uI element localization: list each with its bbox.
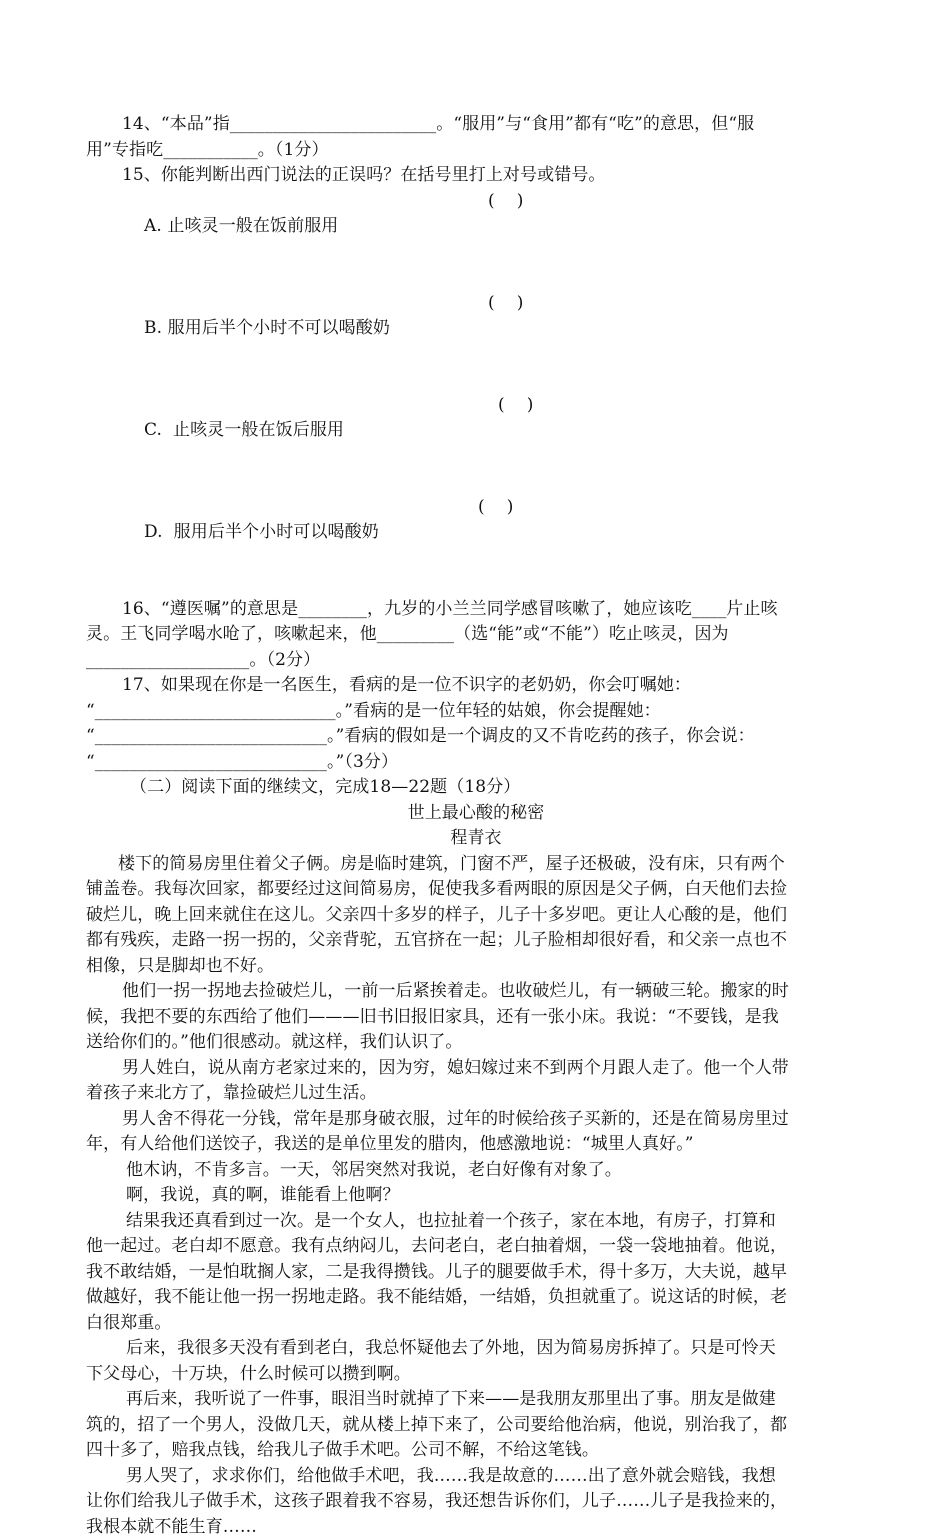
story-line: 男人哭了，求求你们，给他做手术吧，我……我是故意的……出了意外就会赔钱，我想 [86, 1464, 866, 1490]
q17-line-1: 17、如果现在你是一名医生，看病的是一位不识字的老奶奶，你会叮嘱她： [86, 673, 866, 699]
q17-line-3: “___________________________。”看病的假如是一个调皮的又不肯吃药的孩子，你会说： [86, 724, 866, 750]
q14-line-1: 14、“本品”指________________________。“服用”与“食用”都有“吃”的意思，但“服 [86, 112, 866, 138]
story-line: 着孩子来北方了，靠捡破烂儿过生活。 [86, 1081, 866, 1107]
q17-line-4: “___________________________。”（3分） [86, 750, 866, 776]
story-body [86, 852, 866, 1540]
story-line: 他们一拐一拐地去捡破烂儿，一前一后紧挨着走。也收破烂儿，有一辆破三轮。搬家的时 [86, 979, 866, 1005]
q15-option-b-answer[interactable]: ( ) [488, 291, 523, 317]
story-author: 程青衣 [86, 826, 866, 852]
story-line: 相像，只是脚却也不好。 [86, 954, 866, 980]
q16-line-2: 灵。王飞同学喝水呛了，咳嗽起来，他_________（选“能”或“不能”）吃止咳灵，因为 [86, 622, 866, 648]
section-heading: （二）阅读下面的继续文，完成18—22题（18分） [86, 775, 866, 801]
q16-line-1: 16、“遵医嘱”的意思是________，九岁的小兰兰同学感冒咳嗽了，她应该吃____片止咳 [86, 597, 866, 623]
q15-option-d-text: D. 服用后半个小时可以喝酸奶 [108, 522, 379, 542]
q15-stem: 15、你能判断出西门说法的正误吗？在括号里打上对号或错号。 [86, 163, 866, 189]
q15-option-b-text: B. 服用后半个小时不可以喝酸奶 [108, 318, 390, 338]
story-line: 他一起过。老白却不愿意。我有点纳闷儿，去问老白，老白抽着烟，一袋一袋地抽着。他说， [86, 1234, 866, 1260]
story-line: 再后来，我听说了一件事，眼泪当时就掉了下来——是我朋友那里出了事。朋友是做建 [86, 1387, 866, 1413]
story-line: 我根本就不能生育…… [86, 1515, 866, 1540]
q15-option-c [86, 393, 866, 495]
q15-option-b [86, 291, 866, 393]
story-line: 结果我还真看到过一次。是一个女人，也拉扯着一个孩子，家在本地，有房子，打算和 [86, 1209, 866, 1235]
story-line: 白很郑重。 [86, 1311, 866, 1337]
story-line: 破烂儿，晚上回来就住在这儿。父亲四十多岁的样子，儿子十多岁吧。更让人心酸的是，他们 [86, 903, 866, 929]
story-line: 筑的，招了一个男人，没做几天，就从楼上掉下来了，公司要给他治病，他说，别治我了，都 [86, 1413, 866, 1439]
story-line: 候，我把不要的东西给了他们———旧书旧报旧家具，还有一张小床。我说：“不要钱，是我 [86, 1005, 866, 1031]
story-line: 都有残疾，走路一拐一拐的，父亲背驼，五官挤在一起；儿子脸相却很好看，和父亲一点也不 [86, 928, 866, 954]
story-line: 我不敢结婚，一是怕耽搁人家，二是我得攒钱。儿子的腿要做手术，得十多万，大夫说，越早 [86, 1260, 866, 1286]
story-line: 男人舍不得花一分钱，常年是那身破衣服，过年的时候给孩子买新的，还是在简易房里过 [86, 1107, 866, 1133]
story-line: 送给你们的。”他们很感动。就这样，我们认识了。 [86, 1030, 866, 1056]
story-line: 年，有人给他们送饺子，我送的是单位里发的腊肉，他感激地说：“城里人真好。” [86, 1132, 866, 1158]
story-line: 他木讷，不肯多言。一天，邻居突然对我说，老白好像有对象了。 [86, 1158, 866, 1184]
q17-line-2: “____________________________。”看病的是一位年轻的姑娘，你会提醒她： [86, 699, 866, 725]
q15-option-c-text: C. 止咳灵一般在饭后服用 [108, 420, 344, 440]
story-line: 啊，我说，真的啊，谁能看上他啊？ [86, 1183, 866, 1209]
story-line: 楼下的简易房里住着父子俩。房是临时建筑，门窗不严，屋子还极破，没有床，只有两个 [86, 852, 866, 878]
story-line: 做越好，我不能让他一拐一拐地走路。我不能结婚，一结婚，负担就重了。说这话的时候，老 [86, 1285, 866, 1311]
q15-option-a-answer[interactable]: ( ) [488, 189, 523, 215]
q16-line-3: ___________________。（2分） [86, 648, 866, 674]
q15-option-d-answer[interactable]: ( ) [478, 495, 513, 521]
story-line: 铺盖卷。我每次回家，都要经过这间简易房，促使我多看两眼的原因是父子俩，白天他们去捡 [86, 877, 866, 903]
q15-option-d [86, 495, 866, 597]
story-line: 让你们给我儿子做手术，这孩子跟着我不容易，我还想告诉你们，儿子……儿子是我捡来的， [86, 1489, 866, 1515]
q15-option-c-answer[interactable]: ( ) [498, 393, 533, 419]
q14-line-2: 用”专指吃___________。（1分） [86, 138, 866, 164]
story-line: 下父母心，十万块，什么时候可以攒到啊。 [86, 1362, 866, 1388]
story-line: 男人姓白，说从南方老家过来的，因为穷，媳妇嫁过来不到两个月跟人走了。他一个人带 [86, 1056, 866, 1082]
story-line: 四十多了，赔我点钱，给我儿子做手术吧。公司不解，不给这笔钱。 [86, 1438, 866, 1464]
q15-option-a-text: A. 止咳灵一般在饭前服用 [108, 216, 338, 236]
exam-page [86, 112, 866, 1540]
q15-option-a [86, 189, 866, 291]
story-line: 后来，我很多天没有看到老白，我总怀疑他去了外地，因为简易房拆掉了。只是可怜天 [86, 1336, 866, 1362]
story-title: 世上最心酸的秘密 [86, 801, 866, 827]
